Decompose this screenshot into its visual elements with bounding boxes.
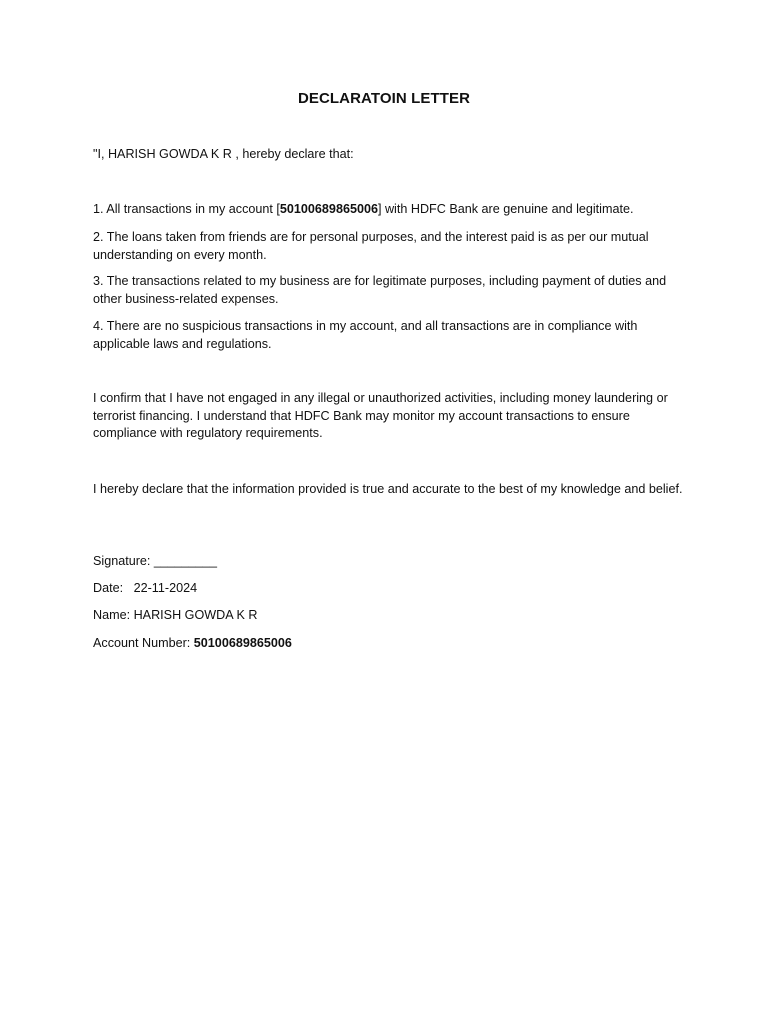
name-line: Name: HARISH GOWDA K R [93,608,258,622]
account-number-value: 50100689865006 [193,636,292,650]
confirmation-paragraph: I confirm that I have not engaged in any illegal or unauthorized activities, including money laundering or terrorist financing. I understand that HDFC Bank may monitor my account transactions to ensure compliance with regulatory requirements. [93,391,668,440]
account-number-line [93,635,683,653]
declaration-point-4: 4. There are no suspicious transactions in my account, and all transactions are in compliance with applicable laws and regulations. [93,319,638,351]
point-1-text-after: ] with HDFC Bank are genuine and legitimate. [377,202,634,216]
declaration-point-2: 2. The loans taken from friends are for personal purposes, and the interest paid is as per our mutual understanding on every month. [93,230,649,262]
declaration-point-3: 3. The transactions related to my business are for legitimate purposes, including payment of duties and other business-related expenses. [93,274,667,306]
declaration-paragraph: I hereby declare that the information provided is true and accurate to the best of my knowledge and belief. [93,482,683,496]
signature-line: Signature: _________ [93,554,217,568]
intro-line: "I, HARISH GOWDA K R , hereby declare that: [93,147,354,161]
point-1-account-number: 50100689865006 [279,202,378,216]
date-line: Date: 22-11-2024 [93,581,198,595]
account-number-label: Account Number: [93,636,194,650]
declaration-point-1 [93,201,683,219]
point-1-text-before: 1. All transactions in my account [ [93,202,280,216]
page-title: DECLARATOIN LETTER [297,90,471,107]
